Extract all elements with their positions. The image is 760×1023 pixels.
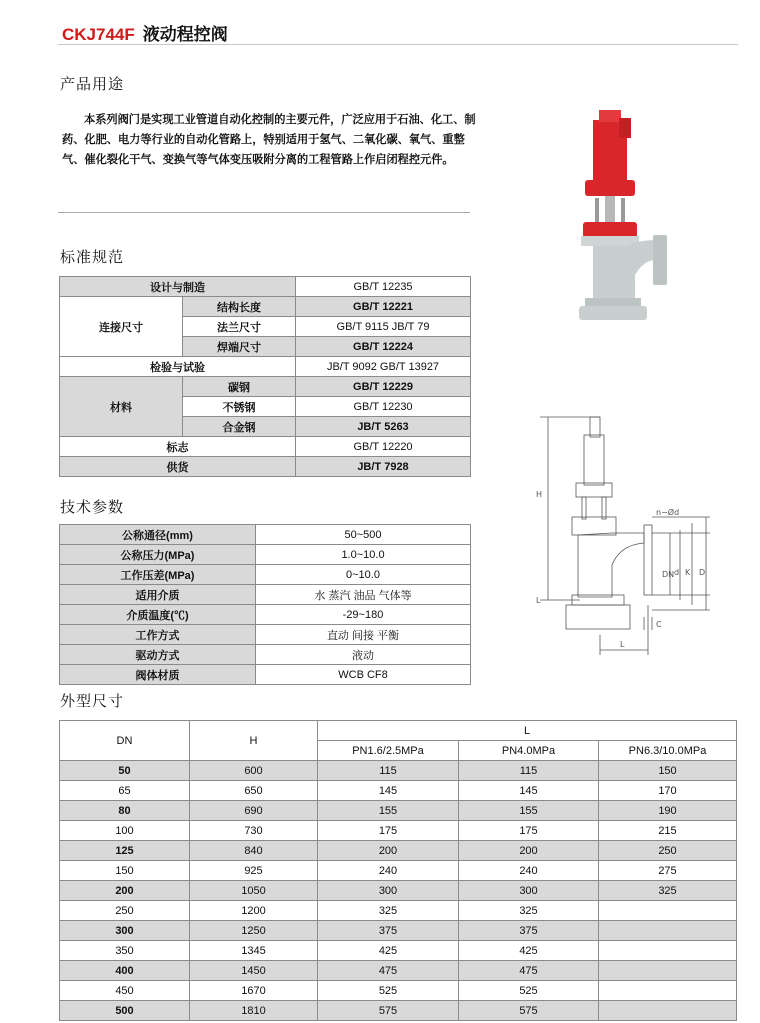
table-row [60,457,471,477]
header-h: H [190,721,318,761]
table-row [60,941,737,961]
table-row [60,645,471,665]
table-cell: 190 [599,801,737,821]
table-cell: 115 [459,761,599,781]
table-row [60,625,471,645]
table-cell: GB/T 12224 [296,337,471,357]
table-cell: 325 [599,881,737,901]
table-cell: 375 [318,921,459,941]
table-cell [599,921,737,941]
table-cell: 425 [318,941,459,961]
table-cell [599,1001,737,1021]
table-cell: 525 [459,981,599,1001]
table-row [60,861,737,881]
table-cell: 145 [318,781,459,801]
table-cell: 水 蒸汽 油品 气体等 [256,585,471,605]
table-cell: 145 [459,781,599,801]
dimensions-table [59,720,737,1021]
table-cell: 175 [459,821,599,841]
table-row [60,377,471,397]
table-cell: 标志 [60,437,296,457]
table-cell: 275 [599,861,737,881]
label-d: d [674,568,680,577]
table-cell: 100 [60,821,190,841]
table-cell: 350 [60,941,190,961]
table-cell: 1.0~10.0 [256,545,471,565]
table-cell: 0~10.0 [256,565,471,585]
table-cell: 1810 [190,1001,318,1021]
table-cell: 65 [60,781,190,801]
table-cell: 检验与试验 [60,357,296,377]
table-cell: 公称压力(MPa) [60,545,256,565]
label-l-side: L [536,596,541,605]
table-cell: 80 [60,801,190,821]
table-cell: 425 [459,941,599,961]
table-row [60,525,471,545]
table-cell: 焊端尺寸 [183,337,296,357]
table-cell: 730 [190,821,318,841]
table-cell: GB/T 12220 [296,437,471,457]
label-c: C [656,620,662,629]
table-cell: 工作方式 [60,625,256,645]
table-cell: 50 [60,761,190,781]
label-n-d: n−Ød [656,508,680,517]
table-cell: GB/T 12235 [296,277,471,297]
usage-text: 本系列阀门是实现工业管道自动化控制的主要元件，广泛应用于石油、化工、制药、化肥、电力等行业的自动化管路上，特别适用于氢气、二氧化碳、氧气、重整气、催化裂化干气、变换气等气体变压吸附分离的工程管路上作启闭程控元件。 [62,113,476,166]
table-row [60,901,737,921]
tech-heading: 技术参数 [60,498,125,516]
table-cell: 250 [60,901,190,921]
header-pn-low: PN1.6/2.5MPa [318,741,459,761]
table-cell: 115 [318,761,459,781]
table-row [60,981,737,1001]
table-cell [599,901,737,921]
table-row [60,277,471,297]
table-cell: 阀体材质 [60,665,256,685]
table-cell: 直动 间接 平衡 [256,625,471,645]
table-cell: 175 [318,821,459,841]
table-row [60,565,471,585]
dims-heading: 外型尺寸 [60,692,125,710]
table-row [60,841,737,861]
table-cell: 690 [190,801,318,821]
table-cell: 1670 [190,981,318,1001]
table-header-row [60,721,737,741]
table-cell: 375 [459,921,599,941]
table-cell: 325 [459,901,599,921]
table-row [60,801,737,821]
table-cell: WCB CF8 [256,665,471,685]
table-cell: -29~180 [256,605,471,625]
table-row [60,665,471,685]
header-l: L [318,721,737,741]
table-cell: 575 [318,1001,459,1021]
table-row [60,881,737,901]
header-dn: DN [60,721,190,761]
table-cell: 介质温度(℃) [60,605,256,625]
table-cell: 155 [318,801,459,821]
table-cell: 840 [190,841,318,861]
usage-paragraph [62,110,482,170]
table-cell: JB/T 7928 [296,457,471,477]
table-cell: 450 [60,981,190,1001]
table-cell: 1050 [190,881,318,901]
table-cell: 150 [60,861,190,881]
table-cell: 不锈钢 [183,397,296,417]
section-divider [58,212,470,213]
table-cell: 碳钢 [183,377,296,397]
table-cell: GB/T 12221 [296,297,471,317]
table-cell: JB/T 5263 [296,417,471,437]
table-cell: 650 [190,781,318,801]
table-cell: GB/T 12230 [296,397,471,417]
table-row [60,437,471,457]
table-cell: 150 [599,761,737,781]
table-cell: 50~500 [256,525,471,545]
table-cell: 200 [60,881,190,901]
table-cell: 液动 [256,645,471,665]
table-row [60,357,471,377]
table-cell: 1250 [190,921,318,941]
table-row [60,921,737,941]
table-cell: 155 [459,801,599,821]
standards-table [59,276,471,477]
table-cell: GB/T 12229 [296,377,471,397]
label-d-outer: D [699,568,706,577]
table-row [60,761,737,781]
table-cell: 合金钢 [183,417,296,437]
table-cell [599,941,737,961]
tech-params-table [59,524,471,685]
table-cell: 475 [318,961,459,981]
table-cell: 170 [599,781,737,801]
table-cell: JB/T 9092 GB/T 13927 [296,357,471,377]
table-cell: 200 [459,841,599,861]
table-row [60,781,737,801]
table-row [60,821,737,841]
label-h: H [536,490,543,499]
page-title [62,20,228,45]
table-cell: 500 [60,1001,190,1021]
table-cell: 125 [60,841,190,861]
table-cell: 工作压差(MPa) [60,565,256,585]
table-cell: 215 [599,821,737,841]
table-cell: 525 [318,981,459,1001]
label-k: K [685,568,691,577]
table-cell: 1345 [190,941,318,961]
table-cell: 1450 [190,961,318,981]
table-cell: 设计与制造 [60,277,296,297]
table-cell: 325 [318,901,459,921]
table-cell [599,981,737,1001]
table-cell: 300 [60,921,190,941]
usage-heading: 产品用途 [60,75,125,93]
table-cell: 575 [459,1001,599,1021]
table-cell [599,961,737,981]
table-cell: 250 [599,841,737,861]
table-row [60,1001,737,1021]
table-row [60,605,471,625]
title-divider [58,44,738,45]
label-l-bottom: L [620,640,625,649]
table-cell: GB/T 9115 JB/T 79 [296,317,471,337]
table-cell: 连接尺寸 [60,297,183,357]
table-row [60,545,471,565]
table-row [60,961,737,981]
valve-dimension-drawing [520,405,735,670]
table-cell: 300 [459,881,599,901]
table-cell: 1200 [190,901,318,921]
table-cell: 240 [459,861,599,881]
product-name: 液动程控阀 [142,25,228,45]
table-cell: 925 [190,861,318,881]
table-cell: 600 [190,761,318,781]
table-cell: 475 [459,961,599,981]
table-cell: 供货 [60,457,296,477]
table-cell: 材料 [60,377,183,437]
table-cell: 200 [318,841,459,861]
label-dn: DN [662,570,675,579]
table-cell: 驱动方式 [60,645,256,665]
table-cell: 法兰尺寸 [183,317,296,337]
table-cell: 400 [60,961,190,981]
table-row [60,585,471,605]
table-cell: 240 [318,861,459,881]
table-cell: 公称通径(mm) [60,525,256,545]
table-row [60,297,471,317]
header-pn-mid: PN4.0MPa [459,741,599,761]
model-code: CKJ744F [62,25,135,44]
header-pn-high: PN6.3/10.0MPa [599,741,737,761]
standards-heading: 标准规范 [60,248,125,266]
valve-photo [565,80,675,350]
table-cell: 结构长度 [183,297,296,317]
table-cell: 适用介质 [60,585,256,605]
table-cell: 300 [318,881,459,901]
